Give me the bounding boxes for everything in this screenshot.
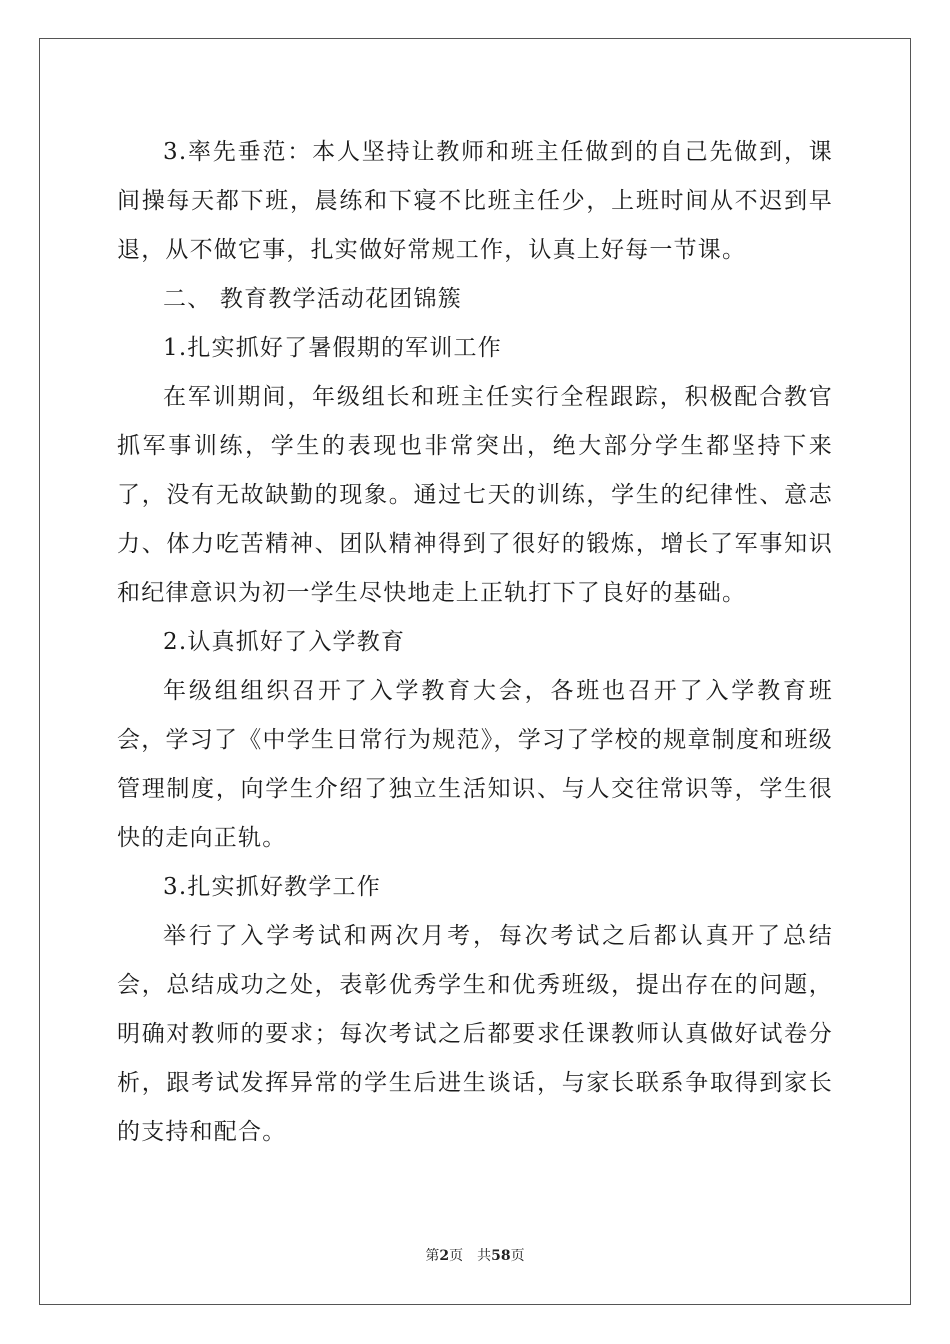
footer-mid: 页 共 <box>449 1248 492 1264</box>
paragraph-military-training: 在军训期间，年级组长和班主任实行全程跟踪，积极配合教官抓军事训练，学生的表现也非常突出，绝大部分学生都坚持下来了，没有无故缺勤的现象。通过七天的训练，学生的纪律性、意志力、体力吃苦精神、团队精神得到了很好的锻炼，增长了军事知识和纪律意识为初一学生尽快地走上正轨打下了良好的基础。 <box>117 384 833 606</box>
paragraph-teaching-work: 举行了入学考试和两次月考，每次考试之后都认真开了总结会，总结成功之处，表彰优秀学生和优秀班级，提出存在的问题，明确对教师的要求；每次考试之后都要求任课教师认真做好试卷分析，跟考试发挥异常的学生后进生谈话，与家长联系争取得到家长的支持和配合。 <box>117 923 833 1145</box>
footer-prefix: 第 <box>425 1248 440 1264</box>
paragraph-enrollment-education: 年级组组织召开了入学教育大会，各班也召开了入学教育班会，学习了《中学生日常行为规范》，学习了学校的规章制度和班级管理制度，向学生介绍了独立生活知识、与人交往常识等，学生很快的走向正轨。 <box>117 678 833 851</box>
subheading-teaching-work: 3.扎实抓好教学工作 <box>163 874 381 900</box>
subheading-military-training: 1.扎实抓好了暑假期的军训工作 <box>163 335 502 361</box>
footer-total-pages: 58 <box>491 1248 511 1264</box>
footer-suffix: 页 <box>510 1248 525 1264</box>
document-body <box>117 128 833 1157</box>
page-footer <box>0 1245 950 1265</box>
section-heading-teaching-activities: 二、 教育教学活动花团锦簇 <box>163 286 462 312</box>
footer-page-number: 2 <box>439 1248 450 1264</box>
subheading-enrollment-education: 2.认真抓好了入学教育 <box>163 629 406 655</box>
paragraph-lead-by-example: 3.率先垂范：本人坚持让教师和班主任做到的自己先做到，课间操每天都下班，晨练和下寝不比班主任少，上班时间从不迟到早退，从不做它事，扎实做好常规工作，认真上好每一节课。 <box>117 139 833 263</box>
